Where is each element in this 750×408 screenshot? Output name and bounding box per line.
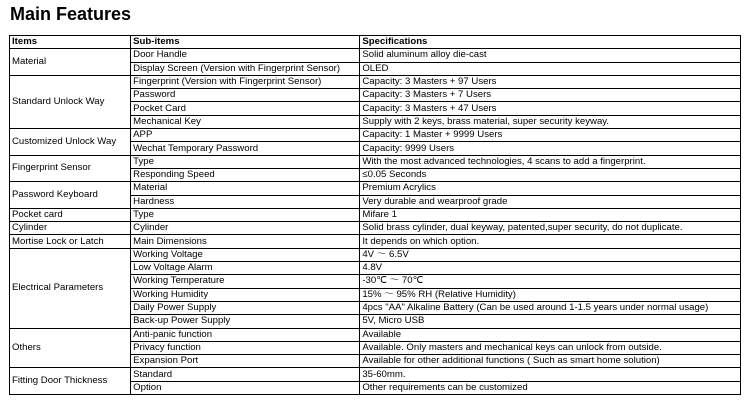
sub-item-cell: Type <box>131 208 360 221</box>
item-cell: Pocket card <box>10 208 131 221</box>
specification-cell: OLED <box>360 62 741 75</box>
table-row <box>10 129 741 142</box>
specification-cell: Mifare 1 <box>360 208 741 221</box>
specification-cell: 4V ～ 6.5V <box>360 248 741 261</box>
table-row <box>10 182 741 195</box>
specification-cell: Premium Acrylics <box>360 182 741 195</box>
item-cell: Others <box>10 328 131 368</box>
specification-cell: With the most advanced technologies, 4 scans to add a fingerprint. <box>360 155 741 168</box>
sub-item-cell: Fingerprint (Version with Fingerprint Sensor) <box>131 75 360 88</box>
sub-item-cell: Working Humidity <box>131 288 360 301</box>
sub-item-cell: APP <box>131 129 360 142</box>
table-row <box>10 49 741 62</box>
sub-item-cell: Working Temperature <box>131 275 360 288</box>
item-cell: Standard Unlock Way <box>10 75 131 128</box>
item-cell: Customized Unlock Way <box>10 129 131 156</box>
specification-cell: Available for other additional functions ( Such as smart home solution) <box>360 355 741 368</box>
item-cell: Password Keyboard <box>10 182 131 209</box>
sub-item-cell: Daily Power Supply <box>131 301 360 314</box>
specification-cell: Very durable and wearproof grade <box>360 195 741 208</box>
specification-cell: Available. Only masters and mechanical keys can unlock from outside. <box>360 341 741 354</box>
sub-item-cell: Pocket Card <box>131 102 360 115</box>
specification-cell: Supply with 2 keys, brass material, super security keyway. <box>360 115 741 128</box>
sub-item-cell: Anti-panic function <box>131 328 360 341</box>
specification-cell: Solid aluminum alloy die-cast <box>360 49 741 62</box>
table-row <box>10 155 741 168</box>
sub-item-cell: Password <box>131 89 360 102</box>
sub-item-cell: Display Screen (Version with Fingerprint Sensor) <box>131 62 360 75</box>
specification-cell: It depends on which option. <box>360 235 741 248</box>
sub-item-cell: Material <box>131 182 360 195</box>
header-specifications: Specifications <box>360 36 741 49</box>
specification-cell: 4.8V <box>360 262 741 275</box>
page-title: Main Features <box>10 4 132 24</box>
specification-cell: Other requirements can be customized <box>360 381 741 394</box>
sub-item-cell: Privacy function <box>131 341 360 354</box>
sub-item-cell: Working Voltage <box>131 248 360 261</box>
table-row <box>10 368 741 381</box>
sub-item-cell: Door Handle <box>131 49 360 62</box>
specification-cell: 15% ～ 95% RH (Relative Humidity) <box>360 288 741 301</box>
header-sub-items: Sub-items <box>131 36 360 49</box>
specification-cell: ≤0.05 Seconds <box>360 168 741 181</box>
sub-item-cell: Low Voltage Alarm <box>131 262 360 275</box>
table-body <box>10 49 741 395</box>
sub-item-cell: Type <box>131 155 360 168</box>
item-cell: Mortise Lock or Latch <box>10 235 131 248</box>
sub-item-cell: Standard <box>131 368 360 381</box>
table-row <box>10 75 741 88</box>
item-cell: Electrical Parameters <box>10 248 131 328</box>
sub-item-cell: Wechat Temporary Password <box>131 142 360 155</box>
sub-item-cell: Option <box>131 381 360 394</box>
specification-cell: Capacity: 1 Master + 9999 Users <box>360 129 741 142</box>
specification-cell: Capacity: 3 Masters + 47 Users <box>360 102 741 115</box>
specification-cell: Capacity: 3 Masters + 7 Users <box>360 89 741 102</box>
table-row <box>10 222 741 235</box>
item-cell: Cylinder <box>10 222 131 235</box>
item-cell: Material <box>10 49 131 76</box>
sub-item-cell: Back-up Power Supply <box>131 315 360 328</box>
features-table <box>9 35 741 395</box>
specification-cell: Solid brass cylinder, dual keyway, patented,super security, do not duplicate. <box>360 222 741 235</box>
table-row <box>10 208 741 221</box>
sub-item-cell: Cylinder <box>131 222 360 235</box>
header-items: Items <box>10 36 131 49</box>
sub-item-cell: Mechanical Key <box>131 115 360 128</box>
item-cell: Fitting Door Thickness <box>10 368 131 395</box>
sub-item-cell: Main Dimensions <box>131 235 360 248</box>
sub-item-cell: Responding Speed <box>131 168 360 181</box>
table-row <box>10 248 741 261</box>
specification-cell: Available <box>360 328 741 341</box>
specification-cell: Capacity: 3 Masters + 97 Users <box>360 75 741 88</box>
specification-cell: -30℃ ～ 70℃ <box>360 275 741 288</box>
specification-cell: 4pcs "AA" Alkaline Battery (Can be used around 1-1.5 years under normal usage) <box>360 301 741 314</box>
specification-cell: Capacity: 9999 Users <box>360 142 741 155</box>
sub-item-cell: Expansion Port <box>131 355 360 368</box>
sub-item-cell: Hardness <box>131 195 360 208</box>
table-header-row <box>10 36 741 49</box>
table-row <box>10 235 741 248</box>
specification-cell: 35-60mm. <box>360 368 741 381</box>
specification-cell: 5V, Micro USB <box>360 315 741 328</box>
table-row <box>10 328 741 341</box>
item-cell: Fingerprint Sensor <box>10 155 131 182</box>
